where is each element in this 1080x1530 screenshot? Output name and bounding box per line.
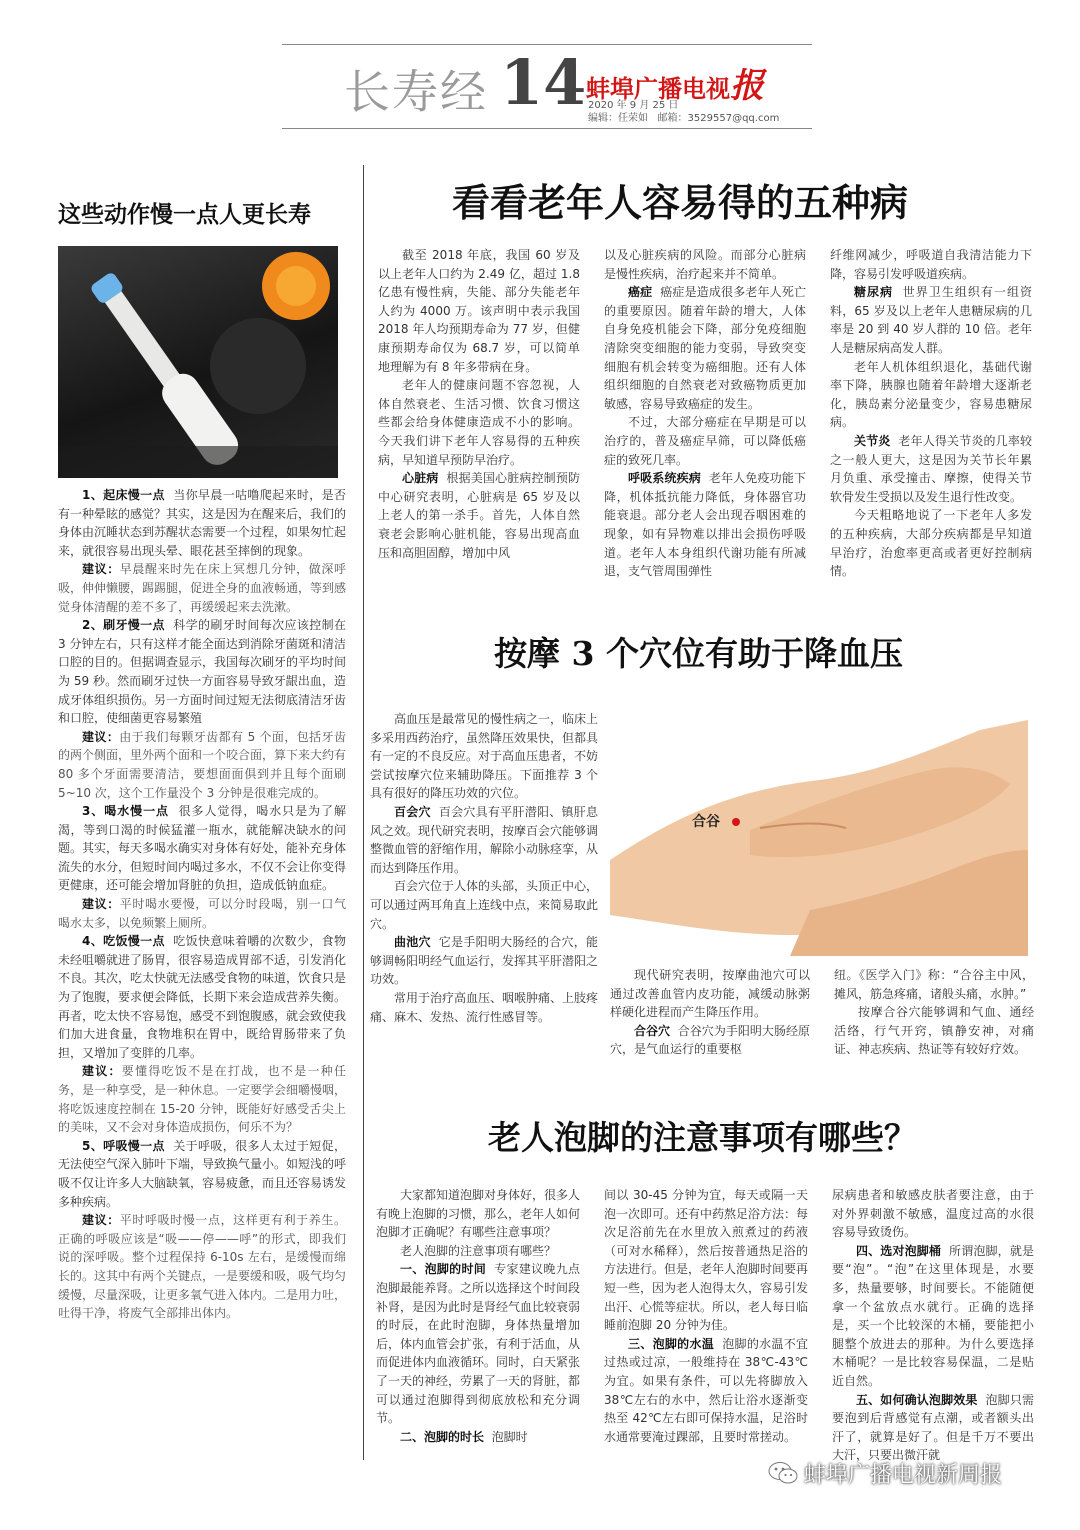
a3-paragraph: 尿病患者和敏感皮肤者要注意，由于对外界刺激不敏感，温度过高的水很容易导致烫伤。 xyxy=(832,1188,1034,1240)
article3-col1 xyxy=(376,1186,580,1446)
article2-title: 按摩 3 个穴位有助于降血压 xyxy=(494,634,903,673)
a1-paragraph: 呼吸系统疾病 老年人免疫功能下降，机体抵抗能力降低，身体器官功能衰退。部分老人会出现吞咽困难的现象，如有异物难以排出会损伤呼吸道。老年人本身组织代谢功能有所减退，支气管周围弹性 xyxy=(604,471,806,579)
article3-col3 xyxy=(832,1186,1034,1465)
left-paragraph: 建议：要懂得吃饭不是在打战，也不是一种任务，是一种享受，是一种休息。一定要学会细嚼慢咽，将吃饭速度控制在 15-20 分钟，既能好好感受舌尖上的美味，又不会对身体造成损伤，何乐不为？ xyxy=(58,1064,347,1135)
column-divider xyxy=(363,165,364,1460)
left-paragraph: 3、喝水慢一点 很多人觉得，喝水只是为了解渴，等到口渴的时候猛灌一瓶水，就能解决缺水的问题。其实，每天多喝水确实对身体有好处，能补充身体流失的水分，但短时间内喝过多水，不仅不会让你变得更健康，还可能会增加肾脏的负担，造成低钠血症。 xyxy=(58,804,347,893)
left-paragraph: 建议：平时呼吸时慢一点，这样更有利于养生。正确的呼吸应该是“吸——停——呼”的形式，即我们说的深呼吸。整个过程保持 6-10s 左右，是缓慢而绵长的。这其中有两个关键点，一是要缓和吸，吸气均匀缓慢，尽量深吸，让更多氧气进入体内。二是用力吐，吐得干净，将废气全部排出体内。 xyxy=(58,1213,347,1321)
masthead-editor: 编辑：任荣如 xyxy=(588,113,648,124)
article1-col3 xyxy=(830,246,1032,581)
masthead-paper-name: 蚌埠广播电视 xyxy=(586,75,730,103)
left-paragraph: 4、吃饭慢一点 吃饭快意味着嚼的次数少，食物未经咀嚼就进了肠胃，很容易造成胃部不适，引发消化不良。其次，吃太快就无法感受食物的味道，饮食只是为了饱腹，要求便会降低，长期下来会造成营养失衡。再者，吃太快不容易饱，感受不到饱腹感，就会致使我们加大进食量，食物堆积在胃中，既给胃肠带来了负担，又增加了变胖的几率。 xyxy=(58,934,347,1060)
a3-paragraph: 一、泡脚的时间 专家建议晚九点泡脚最能养肾。之所以选择这个时间段补肾，是因为此时是肾经气血比较衰弱的时辰，在此时泡脚，身体热量增加后，体内血管会扩张，有利于活血，从而促进体内血液循环。同时，白天紧张了一天的神经，劳累了一天的肾脏，都可以通过泡脚得到彻底放松和充分调节。 xyxy=(376,1262,581,1426)
a1-paragraph: 老年人机体组织退化，基础代谢率下降，胰腺也随着年龄增大逐渐老化，胰岛素分泌量变少，容易患糖尿病。 xyxy=(830,359,1032,430)
a2-paragraph: 曲池穴 它是手阳明大肠经的合穴，能够调畅阳明经气血运行，发挥其平肝潜阳之功效。 xyxy=(370,935,599,987)
left-paragraph: 建议：由于我们每颗牙齿都有 5 个面，包括牙齿的两个侧面，里外两个面和一个咬合面，算下来大约有 80 多个牙面需要清洁，要想面面俱到并且每个面刷 5~10 次，这个工作量没个 3 分钟是很难完成的。 xyxy=(58,729,347,800)
hand-acupoint-photo xyxy=(610,710,1028,956)
left-article-body xyxy=(58,486,346,1323)
a1-paragraph: 糖尿病 世界卫生组织有一组资料，65 岁及以上老年人患糖尿病的几率是 20 到 40 岁人群的 10 倍。老年人是糖尿病高发人群。 xyxy=(830,285,1032,355)
a3-paragraph: 四、选对泡脚桶 所谓泡脚，就是要“泡”。“泡”在这里体现是，水要多，热量要够，时间要长。不能随便拿一个盆放点水就行。正确的选择是，买一个比较深的木桶，要能把小腿整个放进去的那种。为什么要选择木桶呢？一是比较容易保温，二是贴近自然。 xyxy=(832,1243,1034,1388)
masthead-section-title: 长寿经 xyxy=(344,65,488,119)
a1-paragraph: 以及心脏疾病的风险。而部分心脏病是慢性疾病，治疗起来并不简单。 xyxy=(604,248,806,281)
a3-paragraph: 间以 30-45 分钟为宜，每天或隔一天泡一次即可。还有中药熬足浴方法：每次足浴前先在水里放入煎煮过的药液（可对水稀释），然后按普通热足浴的方法进行。但是，老年人泡脚时间要再短一些，因为老人泡得太久，容易引发出汗、心慌等症状。所以，老人每日临睡前泡脚 20 分钟为佳。 xyxy=(604,1188,809,1333)
a2-paragraph: 百会穴位于人体的头部，头顶正中心，可以通过两耳角直上连线中点，来简易取此穴。 xyxy=(370,879,599,931)
watermark-text: 蚌埠广播电视新周报 xyxy=(804,1462,1003,1488)
left-paragraph: 建议：早晨醒来时先在床上冥想几分钟，做深呼吸，伸伸懒腰，踢踢腿，促进全身的血液畅通，等到感觉身体清醒的差不多了，再缓缓起来去洗漱。 xyxy=(58,562,347,614)
a2-paragraph: 常用于治疗高血压、咽喉肿痛、上肢疼痛、麻木、发热、流行性感冒等。 xyxy=(370,990,599,1024)
a2-paragraph: 纽。《医学入门》称：“合谷主中风，摊风，筋急疼痛，诸般头痛，水肿。” xyxy=(834,968,1034,1001)
a1-paragraph: 纤维网减少，呼吸道自我清洁能力下降，容易引发呼吸道疾病。 xyxy=(830,248,1032,281)
article3-col2 xyxy=(604,1186,808,1446)
masthead-bottom-rule xyxy=(282,128,812,129)
masthead-email: 邮箱：3529557@qq.com xyxy=(657,113,780,124)
masthead-paper-char: 报 xyxy=(730,66,764,106)
a1-paragraph: 今天粗略地说了一下老年人多发的五种疾病，大部分疾病都是早知道早治疗，治愈率更高或者更好控制病情。 xyxy=(830,508,1032,579)
a2-paragraph: 高血压是最常见的慢性病之一，临床上多采用西药治疗，虽然降压效果快，但都具有一定的不良反应。对于高血压患者，不妨尝试按摩穴位来辅助降压。下面推荐 3 个具有很好的降压功效的穴位。 xyxy=(370,712,599,801)
a2-paragraph: 按摩合谷穴能够调和气血、通经活络，行气开窍，镇静安神，对痛证、神志疾病、热证等有较好疗效。 xyxy=(834,1005,1034,1057)
a1-paragraph: 癌症 癌症是造成很多老年人死亡的重要原因。随着年龄的增大，人体自身免疫机能会下降，部分免疫细胞清除突变细胞的能力变弱，导致突变细胞有机会转变为癌细胞。还有人体组织细胞的自然衰老对致癌物质更加敏感，容易导致癌症的发生。 xyxy=(604,285,806,411)
masthead-top-rule xyxy=(282,44,812,45)
article2-col1 xyxy=(370,710,598,1026)
a3-paragraph: 二、泡脚的时长 泡脚时 xyxy=(400,1429,528,1444)
wechat-icon xyxy=(768,1461,798,1485)
a1-paragraph: 心脏病 根据美国心脏病控制预防中心研究表明，心脏病是 65 岁及以上老人的第一杀手。首先，人体自然衰老会影响心脏机能，容易出现高血压和高胆固醇，增加中风 xyxy=(378,471,580,560)
left-paragraph: 5、呼吸慢一点 关于呼吸，很多人太过于短促，无法使空气深入肺叶下端，导致换气量小。如短浅的呼吸不仅让许多人大脑缺氧，容易疲惫，而且还容易诱发多种疾病。 xyxy=(58,1138,347,1209)
toothbrush-photo xyxy=(58,246,338,478)
a2-paragraph: 合谷穴 合谷穴为手阳明大肠经原穴，是气血运行的重要枢 xyxy=(610,1023,810,1057)
article2-col3 xyxy=(834,966,1034,1059)
article1-col2 xyxy=(604,246,806,581)
left-paragraph: 建议：平时喝水要慢，可以分时段喝，别一口气喝水太多，以免频繁上厕所。 xyxy=(58,897,346,930)
a3-paragraph: 大家都知道泡脚对身体好，很多人有晚上泡脚的习惯，那么，老年人如何泡脚才正确呢？有哪些注意事项？ xyxy=(376,1188,581,1240)
left-article-title: 这些动作慢一点人更长寿 xyxy=(58,201,311,228)
a1-paragraph: 不过，大部分癌症在早期是可以治疗的，普及癌症早筛，可以降低癌症的致死几率。 xyxy=(604,415,806,467)
left-paragraph: 2、刷牙慢一点 科学的刷牙时间每次应该控制在 3 分钟左右，只有这样才能全面达到消除牙菌斑和清洁口腔的目的。但据调查显示，我国每次刷牙的平均时间为 59 秒。然而刷牙过快一方面容易导致牙龈出血，造成牙体组织损伤。另一方面时间过短无法彻底清洁牙齿和口腔，使细菌更容易繁殖 xyxy=(58,618,347,726)
a1-paragraph: 截至 2018 年底，我国 60 岁及以上老年人口约为 2.49 亿，超过 1.8 亿患有慢性病，失能、部分失能老年人约为 4000 万。该声明中表示我国 2018 年人均预期寿命为 77 岁，但健康预期寿命仅为 68.7 岁，可以简单地理解为有 8 年多带病在身。 xyxy=(378,248,580,374)
article3-title: 老人泡脚的注意事项有哪些？ xyxy=(488,1118,917,1157)
a3-paragraph: 五、如何确认泡脚效果 泡脚只需要泡到后背感觉有点潮，或者额头出汗了，就算是好了。但是千万不要出大汗，只要出微汗就 xyxy=(832,1392,1034,1463)
a2-paragraph: 百会穴 百会穴具有平肝潜阳、镇肝息风之效。现代研究表明，按摩百会穴能够调整微血管的舒缩作用，解除小动脉痉挛，从而达到降压作用。 xyxy=(370,804,599,875)
a3-paragraph: 三、泡脚的水温 泡脚的水温不宜过热或过凉，一般维持在 38℃-43℃为宜。如果有条件，可以先将脚放入 38℃左右的水中，然后让浴水逐渐变热至 42℃左右即可保持水温，足浴时水通常要淹过踝部，且要时常搓动。 xyxy=(604,1336,808,1444)
toothbrush-illustration xyxy=(58,246,338,478)
masthead-editor-line xyxy=(588,112,779,125)
a2-paragraph: 现代研究表明，按摩曲池穴可以通过改善血管内皮功能，减缓动脉粥样硬化进程而产生降压作用。 xyxy=(610,968,810,1020)
a1-paragraph: 关节炎 老年人得关节炎的几率较之一般人更大，这是因为关节长年累月负重、承受撞击、摩擦，使得关节软骨发生受损以及发生退行性改变。 xyxy=(830,433,1032,504)
hegu-point-label: 合谷 xyxy=(692,814,720,830)
masthead-page-number: 14 xyxy=(500,46,587,119)
a1-paragraph: 老年人的健康问题不容忽视，人体自然衰老、生活习惯、饮食习惯这些都会给身体健康造成不小的影响。今天我们讲下老年人容易得的五种疾病，早知道早预防早治疗。 xyxy=(378,378,580,467)
hand-illustration xyxy=(610,710,1028,956)
left-paragraph: 1、起床慢一点 当你早晨一咕噜爬起来时，是否有一种晕眩的感觉？其实，这是因为在醒来后，我们的身体由沉睡状态到苏醒状态需要一个过程，如果匆忙起来，就很容易出现头晕、眼花甚至摔倒的现象。 xyxy=(58,488,347,558)
a3-paragraph: 老人泡脚的注意事项有哪些？ xyxy=(400,1243,557,1258)
article1-title: 看看老年人容易得的五种病 xyxy=(452,180,909,225)
article1-col1 xyxy=(378,246,580,562)
watermark xyxy=(768,1456,1002,1490)
masthead-date: 2020 年 9 月 25 日 xyxy=(588,100,679,111)
article2-col2 xyxy=(610,966,810,1059)
